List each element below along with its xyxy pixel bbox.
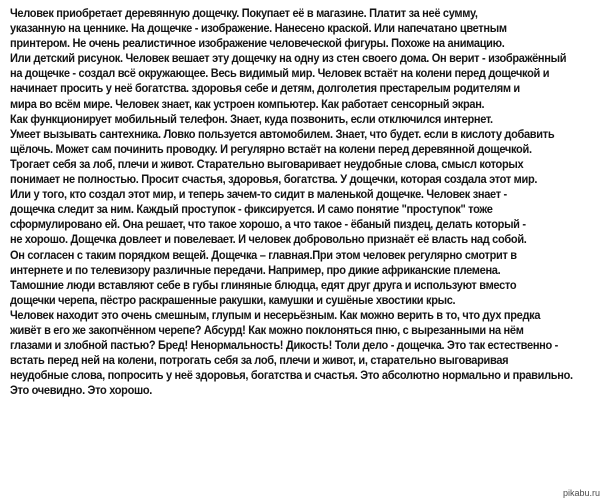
- text-line: Как функционирует мобильный телефон. Знает, куда позвонить, если отключился интернет.: [10, 111, 493, 126]
- text-line: щёлочь. Может сам починить проводку. И регулярно встаёт на колени перед деревянной дощечкой.: [10, 141, 532, 156]
- text-line: сформулировано ей. Она решает, что такое хорошо, а что такое - ёбаный пиздец, делать который -: [10, 217, 526, 232]
- text-line: Человек находит это очень смешным, глупым и несерьёзным. Как можно верить в то, что дух предка: [10, 307, 541, 322]
- text-line: принтером. Не очень реалистичное изображение человеческой фигуры. Похоже на анимацию.: [10, 36, 505, 51]
- text-line: Или у того, кто создал этот мир, и теперь зачем-то сидит в маленькой дощечке. Человек знает -: [10, 187, 507, 202]
- text-line: Или детский рисунок. Человек вешает эту дощечку на одну из стен своего дома. Он верит - изображённый: [10, 51, 567, 66]
- text-line: не хорошо. Дощечка довлеет и повелевает. И человек добровольно признаёт её власть над собой.: [10, 232, 527, 247]
- text-line: глазами и злобной пастью? Бред! Ненормальность! Дикость! Толи дело - дощечка. Это так естественно -: [10, 338, 559, 353]
- text-line: дощечка следит за ним. Каждый проступок - фиксируется. И само понятие "проступок" тоже: [10, 202, 493, 217]
- text-line: Он согласен с таким порядком вещей. Дощечка – главная.При этом человек регулярно смотрит в: [10, 247, 517, 262]
- text-line: встать перед ней на колени, потрогать себя за лоб, плечи и живот, и, старательно выговаривая: [10, 353, 509, 368]
- text-line: интернете и по телевизору различные передачи. Например, про дикие африканские племена.: [10, 262, 501, 277]
- text-line: Человек приобретает деревянную дощечку. Покупает её в магазине. Платит за неё сумму,: [10, 6, 478, 20]
- text-line: неудобные слова, попросить у неё здоровья, богатства и счастья. Это абсолютно нормально и правильно.: [10, 368, 573, 383]
- text-line: Это очевидно. Это хорошо.: [10, 383, 153, 398]
- text-line: Умеет вызывать сантехника. Ловко пользуется автомобилем. Знает, что будет. если в кислоту добавить: [10, 126, 555, 141]
- watermark: pikabu.ru: [562, 488, 600, 498]
- text-line: дощечки черепа, пёстро раскрашенные ракушки, камушки и сушёные хвостики крыс.: [10, 292, 456, 307]
- text-line: Тамошние люди вставляют себе в губы глиняные блюдца, едят друг друга и используют вместо: [10, 277, 517, 292]
- text-line: понимает не полностью. Просит счастья, здоровья, богатства. У дощечки, которая создала этот мир.: [10, 172, 538, 187]
- text-line: указанную на ценнике. На дощечке - изображение. Нанесено краской. Или напечатано цветным: [10, 21, 507, 36]
- text-line: мира во всём мире. Человек знает, как устроен компьютер. Как работает сенсорный экран.: [10, 96, 485, 111]
- text-line: начинает просить у неё богатства. здоровья себе и детям, долголетия престарелым родителям и: [10, 81, 520, 96]
- text-line: живёт в его же закопчённом черепе? Абсурд! Как можно поклоняться пню, с вырезанными на нём: [10, 322, 524, 337]
- text-line: на дощечке - создал всё окружающее. Весь видимый мир. Человек встаёт на колени перед дощечкой и: [10, 66, 550, 81]
- text-block: [10, 6, 600, 398]
- text-line: Трогает себя за лоб, плечи и живот. Старательно выговаривает неудобные слова, смысл которых: [10, 156, 524, 171]
